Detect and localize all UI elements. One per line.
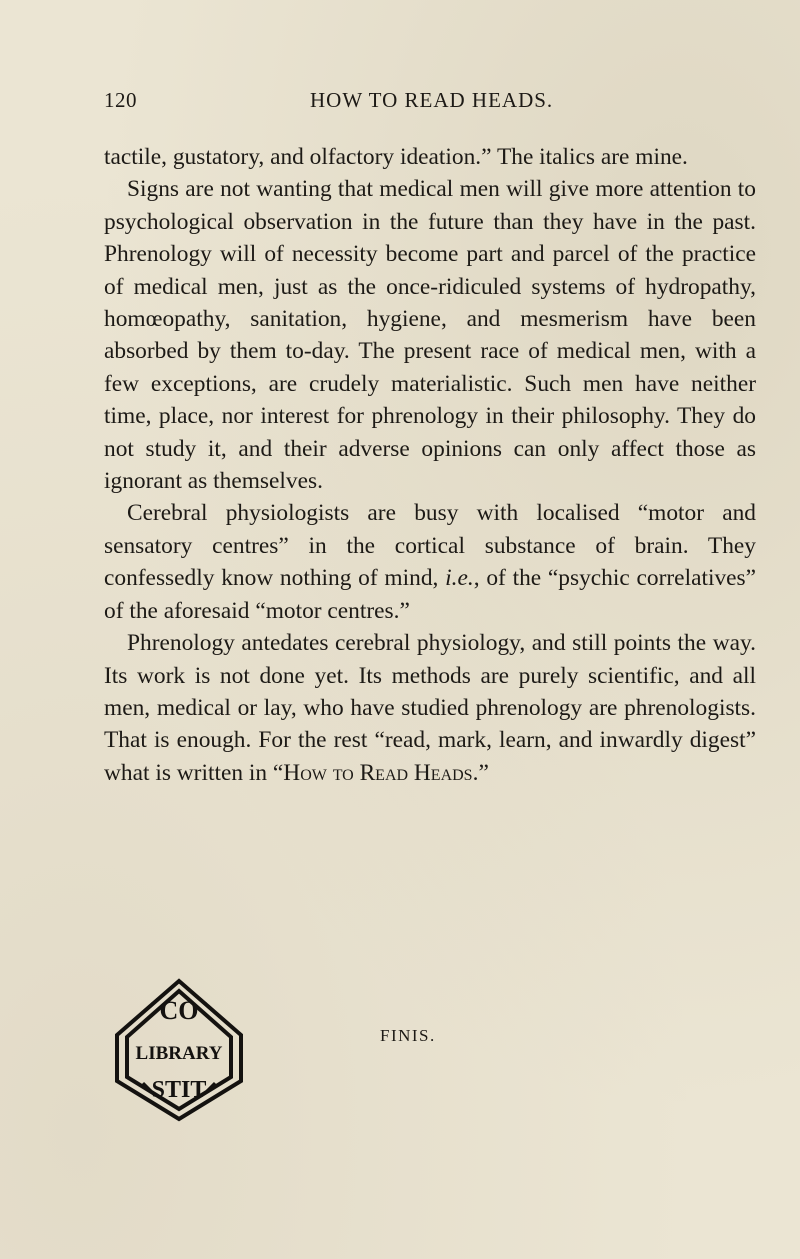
paragraph-text: , of the “psychic correlatives” of the aforesaid “motor centres.” <box>104 565 757 624</box>
library-stamp <box>105 975 253 1125</box>
paragraph-text: .” <box>472 759 489 786</box>
stamp-top-text: CO <box>159 996 199 1025</box>
paragraph-phrenology-antedates <box>104 627 756 789</box>
running-title: HOW TO READ HEADS. <box>310 88 554 112</box>
paragraph-continuation: tactile, gustatory, and olfactory ideation.” The italics are mine. <box>104 144 688 170</box>
paragraph-text: Cerebral physiologists are busy with localised “motor and sensatory centres” in the cortical substance of brain. They confessedly know nothing of mind, <box>104 500 756 592</box>
page-number: 120 <box>104 88 137 112</box>
paragraph-medical-men: Signs are not wanting that medical men will give more attention to psychological observation in the future than they have in the past. Phrenology will of necessity become part and parcel of the practice of medical men, just as the once-ridiculed systems of hydropathy, homœopathy, sanitation, hygiene, and mesmerism have been absorbed by them to-day. The present race of medical men, with a few exceptions, are crudely materialistic. Such men have neither time, place, nor interest for phrenology in their philosophy. They do not study it, and their adverse opinions can only affect those as ignorant as themselves. <box>104 176 756 495</box>
paragraph-cerebral-physiologists <box>104 497 756 627</box>
body-text <box>104 141 756 789</box>
stamp-bottom-text: STIT <box>151 1077 207 1103</box>
italic-text: i.e. <box>445 565 474 592</box>
book-title-smallcaps: How to Read Heads <box>283 759 473 786</box>
finis-text: FINIS. <box>380 1026 436 1045</box>
paragraph-text: Phrenology antedates cerebral physiology, and still points the way. Its work is not done yet. Its methods are purely scientific, and all men, medical or lay, who have studied phrenology are phrenologists. That is enough. For the rest “read, mark, learn, and inwardly digest” what is written in “ <box>104 630 756 786</box>
running-head <box>104 88 754 118</box>
stamp-middle-text: LIBRARY <box>135 1043 223 1064</box>
